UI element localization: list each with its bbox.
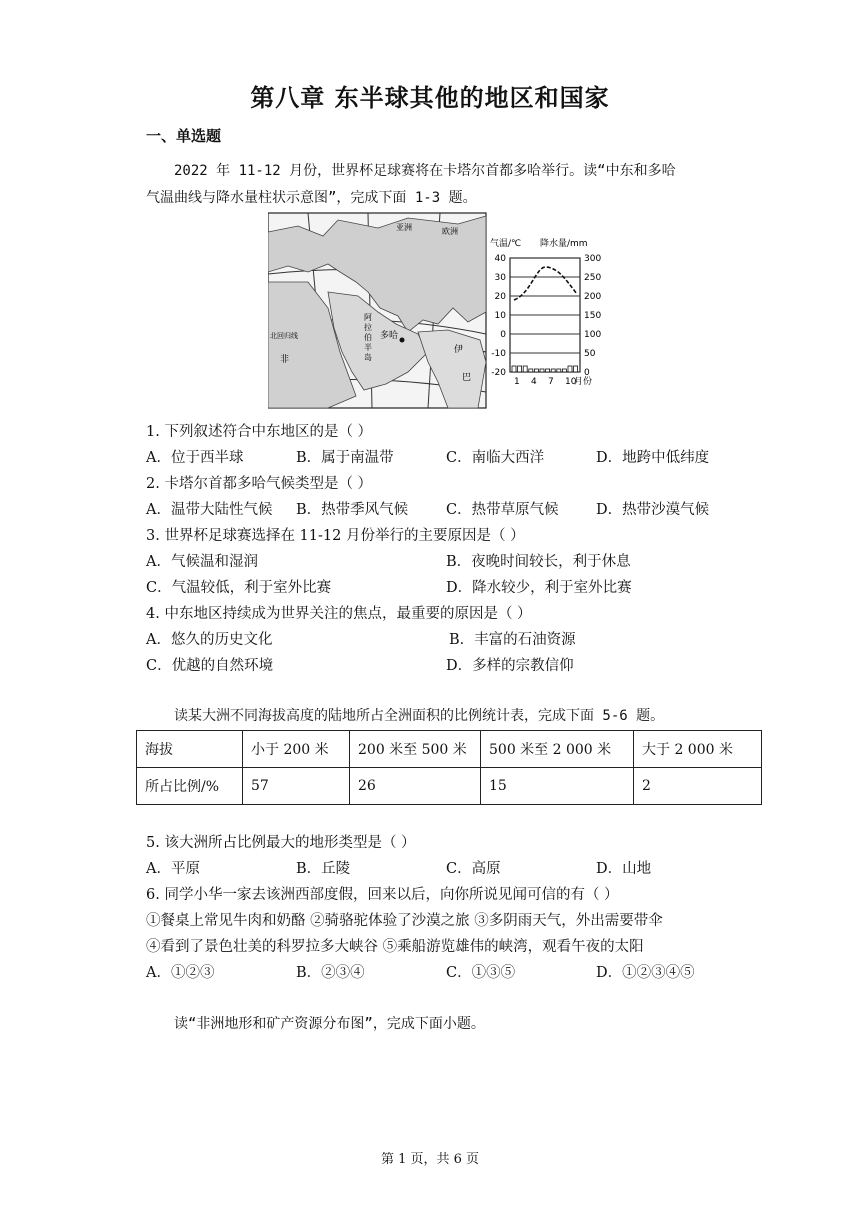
question-4-option-a[interactable]: A．悠久的历史文化 [146, 632, 273, 648]
precip-tick-label: 150 [584, 311, 601, 321]
section-heading: 一、单选题 [146, 127, 222, 145]
table-row [137, 768, 762, 805]
question-6-statements-line1: ①餐桌上常见牛肉和奶酪 ②骑骆驼体验了沙漠之旅 ③多阴雨天气，外出需要带伞 [146, 913, 663, 929]
precip-tick-label: 0 [584, 368, 590, 378]
table-header-cell: 海拔 [137, 731, 243, 768]
middle-east-map-and-climate-chart [268, 212, 601, 410]
question-4-option-c[interactable]: C．优越的自然环境 [146, 658, 274, 674]
question-2-option-b[interactable]: B．热带季风气候 [296, 502, 409, 518]
question-4-option-d[interactable]: D．多样的宗教信仰 [446, 658, 574, 674]
temp-tick-label: -10 [491, 349, 506, 359]
question-1-stem: 1. 下列叙述符合中东地区的是（ ） [146, 424, 373, 440]
month-unit-label: 月份 [574, 377, 593, 387]
table-row [137, 731, 762, 768]
svg-text:非: 非 [280, 355, 290, 365]
question-6-stem: 6. 同学小华一家去该洲西部度假，回来以后，向你所说见闻可信的有（ ） [146, 887, 619, 903]
question-1-option-d[interactable]: D．地跨中低纬度 [596, 450, 710, 466]
question-3-option-a[interactable]: A．气候温和湿润 [146, 554, 258, 570]
peninsula-label-char: 阿 [364, 313, 372, 322]
doha-marker [400, 338, 405, 343]
svg-text:亚洲: 亚洲 [396, 223, 412, 232]
precip-bar [557, 369, 561, 372]
svg-text:巴: 巴 [462, 373, 472, 383]
question-2-stem: 2. 卡塔尔首都多哈气候类型是（ ） [146, 476, 373, 492]
question-3-stem: 3. 世界杯足球赛选择在 11-12 月份举行的主要原因是（ ） [146, 528, 525, 544]
svg-text:欧洲: 欧洲 [442, 227, 458, 236]
intro-text-africa: 读“非洲地形和矿产资源分布图”，完成下面小题。 [174, 1016, 485, 1032]
question-1-option-c[interactable]: C．南临大西洋 [446, 450, 545, 466]
precip-tick-label: 50 [584, 349, 596, 359]
table-header-cell: 200 米至 500 米 [350, 731, 481, 768]
precip-tick-label: 200 [584, 292, 601, 302]
intro-text-line2: 气温曲线与降水量柱状示意图”，完成下面 1-3 题。 [146, 190, 477, 206]
middle-east-figure [268, 212, 601, 410]
table-header-cell: 500 米至 2 000 米 [481, 731, 634, 768]
precip-bar [512, 366, 516, 372]
peninsula-label-char: 拉 [364, 323, 372, 332]
temp-tick-label: 10 [494, 311, 506, 321]
table-cell: 57 [243, 768, 350, 805]
precip-bar [540, 369, 544, 372]
temp-tick-label: 40 [494, 254, 506, 264]
temp-tick-label: -20 [491, 368, 506, 378]
table-cell: 2 [634, 768, 762, 805]
temperature-curve [514, 267, 577, 300]
question-1-option-b[interactable]: B．属于南温带 [296, 450, 394, 466]
month-tick-label: 1 [514, 377, 520, 387]
question-5-option-b[interactable]: B．丘陵 [296, 861, 351, 877]
month-tick-label: 10 [565, 377, 577, 387]
question-3-option-d[interactable]: D．降水较少，利于室外比赛 [446, 580, 632, 596]
table-header-cell: 小于 200 米 [243, 731, 350, 768]
table-header-cell: 大于 2 000 米 [634, 731, 762, 768]
question-2-option-c[interactable]: C．热带草原气候 [446, 502, 559, 518]
temp-tick-label: 0 [500, 330, 506, 340]
svg-text:北回归线: 北回归线 [270, 332, 298, 340]
precip-bar [574, 366, 578, 372]
question-4-stem: 4. 中东地区持续成为世界关注的焦点，最重要的原因是（ ） [146, 606, 532, 622]
question-6-statements-line2: ④看到了景色壮美的科罗拉多大峡谷 ⑤乘船游览雄伟的峡湾，观看午夜的太阳 [146, 939, 644, 955]
question-5-stem: 5. 该大洲所占比例最大的地形类型是（ ） [146, 835, 416, 851]
svg-text:伊: 伊 [454, 345, 464, 355]
peninsula-label-char: 岛 [364, 353, 372, 362]
month-tick-label: 4 [531, 377, 537, 387]
question-6-option-c[interactable]: C．①③⑤ [446, 965, 516, 981]
question-6-option-a[interactable]: A．①②③ [146, 965, 215, 981]
page-footer: 第 1 页，共 6 页 [380, 1152, 480, 1167]
question-5-option-d[interactable]: D．山地 [596, 861, 652, 877]
precip-bar [523, 366, 527, 372]
question-2-option-d[interactable]: D．热带沙漠气候 [596, 502, 710, 518]
peninsula-label-char: 伯 [364, 333, 372, 342]
question-2-option-a[interactable]: A．温带大陆性气候 [146, 502, 273, 518]
altitude-table [136, 730, 762, 805]
precip-tick-label: 250 [584, 273, 601, 283]
question-1-option-a[interactable]: A．位于西半球 [146, 450, 244, 466]
question-5-option-c[interactable]: C．高原 [446, 861, 501, 877]
question-4-option-b[interactable]: B．丰富的石油资源 [449, 632, 576, 648]
page-title: 第八章 东半球其他的地区和国家 [250, 84, 610, 112]
question-6-option-d[interactable]: D．①②③④⑤ [596, 965, 695, 981]
question-3-option-b[interactable]: B．夜晚时间较长，利于休息 [446, 554, 631, 570]
question-5-option-a[interactable]: A．平原 [146, 861, 200, 877]
precip-tick-label: 300 [584, 254, 601, 264]
temp-tick-label: 20 [494, 292, 506, 302]
precip-bar [534, 369, 538, 372]
precip-bar [551, 369, 555, 372]
intro-text-table: 读某大洲不同海拔高度的陆地所占全洲面积的比例统计表，完成下面 5-6 题。 [174, 708, 665, 724]
temp-axis-label: 气温/℃ [490, 239, 522, 249]
table-cell: 所占比例/% [137, 768, 243, 805]
climate-chart [490, 237, 601, 387]
precip-bar [546, 369, 550, 372]
precip-axis-label: 降水量/mm [540, 239, 588, 249]
temp-tick-label: 30 [494, 273, 506, 283]
intro-text-line1: 2022 年 11-12 月份，世界杯足球赛将在卡塔尔首都多哈举行。读“中东和多哈 [174, 163, 676, 179]
month-tick-label: 7 [548, 377, 554, 387]
table-cell: 15 [481, 768, 634, 805]
precip-tick-label: 100 [584, 330, 601, 340]
peninsula-label-char: 半 [364, 343, 372, 352]
table-cell: 26 [350, 768, 481, 805]
precip-bar [529, 369, 533, 372]
precip-bar [568, 366, 572, 372]
question-3-option-c[interactable]: C．气温较低，利于室外比赛 [146, 580, 332, 596]
precip-bar [562, 369, 566, 372]
precip-bar [518, 366, 522, 372]
question-6-option-b[interactable]: B．②③④ [296, 965, 365, 981]
doha-label: 多哈 [380, 331, 399, 341]
